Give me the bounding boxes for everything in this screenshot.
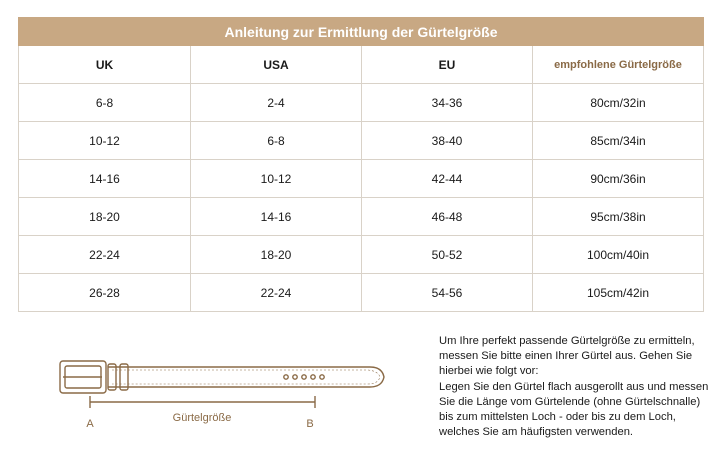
cell-usa: 22-24 <box>191 274 362 312</box>
belt-icon <box>60 361 384 393</box>
cell-usa: 6-8 <box>191 122 362 160</box>
cell-usa: 10-12 <box>191 160 362 198</box>
size-chart-table <box>18 17 704 312</box>
header-uk: UK <box>19 46 191 84</box>
cell-usa: 18-20 <box>191 236 362 274</box>
table-row <box>19 84 704 122</box>
table-row <box>19 122 704 160</box>
table-row <box>19 198 704 236</box>
cell-uk: 14-16 <box>19 160 191 198</box>
cell-belt-size: 85cm/34in <box>533 122 704 160</box>
table-row <box>19 236 704 274</box>
measure-label: Gürtelgröße <box>172 412 232 424</box>
cell-belt-size: 100cm/40in <box>533 236 704 274</box>
cell-usa: 2-4 <box>191 84 362 122</box>
cell-eu: 54-56 <box>362 274 533 312</box>
cell-uk: 26-28 <box>19 274 191 312</box>
instructions-steps: Legen Sie den Gürtel flach ausgerollt aus und messen Sie die Länge vom Gürtelende (ohne Gürtelschnalle) bis zum mittelsten Loch - oder bis zu dem Loch, welches Sie am häufigsten verwenden. <box>439 380 709 439</box>
header-eu: EU <box>362 46 533 84</box>
table-title: Anleitung zur Ermittlung der Gürtelgröße <box>19 18 704 46</box>
cell-eu: 38-40 <box>362 122 533 160</box>
cell-usa: 14-16 <box>191 198 362 236</box>
belt-diagram <box>50 355 395 455</box>
cell-uk: 18-20 <box>19 198 191 236</box>
cell-belt-size: 90cm/36in <box>533 160 704 198</box>
cell-eu: 46-48 <box>362 198 533 236</box>
cell-belt-size: 95cm/38in <box>533 198 704 236</box>
label-b: B <box>306 418 314 430</box>
label-a: A <box>86 418 94 430</box>
cell-eu: 50-52 <box>362 236 533 274</box>
cell-uk: 10-12 <box>19 122 191 160</box>
cell-belt-size: 105cm/42in <box>533 274 704 312</box>
cell-uk: 22-24 <box>19 236 191 274</box>
table-header-row <box>19 46 704 84</box>
cell-uk: 6-8 <box>19 84 191 122</box>
measurement-line <box>90 396 315 408</box>
header-usa: USA <box>191 46 362 84</box>
table-row <box>19 160 704 198</box>
measurement-instructions <box>439 334 714 440</box>
cell-belt-size: 80cm/32in <box>533 84 704 122</box>
cell-eu: 34-36 <box>362 84 533 122</box>
table-row <box>19 274 704 312</box>
instructions-intro: Um Ihre perfekt passende Gürtelgröße zu ermitteln, messen Sie bitte einen Ihrer Gürtel aus. Gehen Sie hierbei wie folgt vor: <box>439 335 695 378</box>
header-recommended-size: empfohlene Gürtelgröße <box>533 46 704 84</box>
cell-eu: 42-44 <box>362 160 533 198</box>
